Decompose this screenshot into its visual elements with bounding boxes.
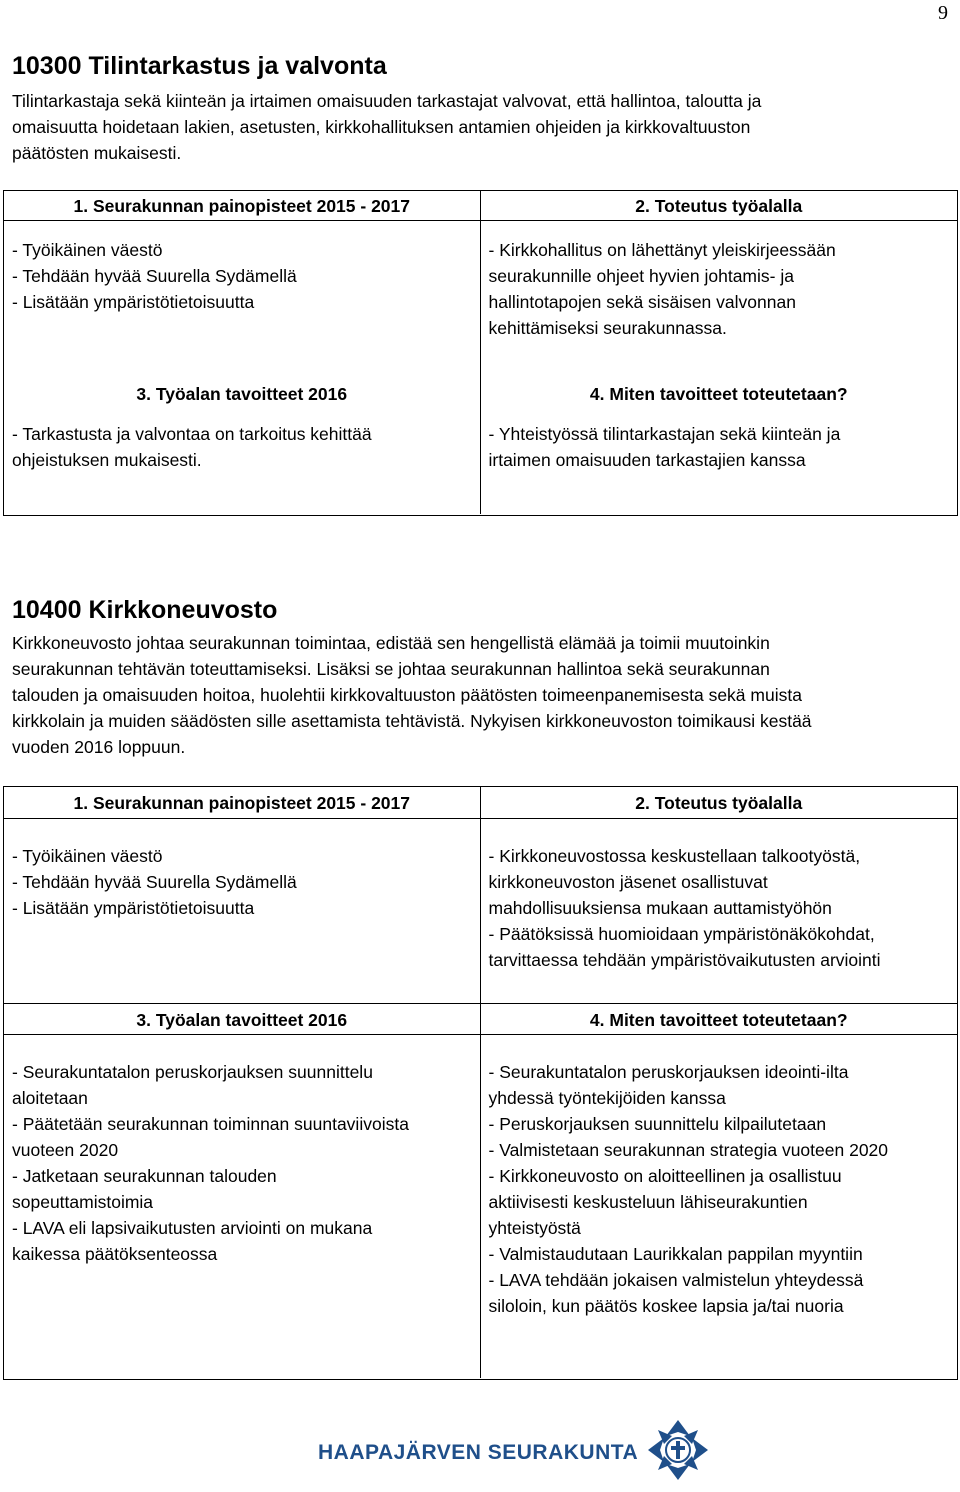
- list-item: yhdessä työntekijöiden kanssa: [488, 1088, 726, 1108]
- intro-line: talouden ja omaisuuden hoitoa, huolehtii kirkkovaltuuston päätösten toimeenpanemisesta sekä muista: [12, 685, 802, 705]
- intro-line: kirkkolain ja muiden säädösten sille asettamista tehtävistä. Nykyisen kirkkoneuvoston toimikausi kestää: [12, 711, 812, 731]
- list-item: - Kirkkohallitus on lähettänyt yleiskirjeessään: [488, 240, 836, 260]
- list-item: - Valmistetaan seurakunnan strategia vuoteen 2020: [488, 1140, 889, 1160]
- list-item: sopeuttamistoimia: [12, 1192, 154, 1212]
- header-tavoitteet: 3. Työalan tavoitteet 2016: [4, 379, 481, 409]
- list-item: ohjeistuksen mukaisesti.: [12, 450, 202, 470]
- list-item: - LAVA eli lapsivaikutusten arviointi on mukana: [12, 1218, 373, 1238]
- section-intro-tilintarkastus: [12, 88, 761, 166]
- section-title-tilintarkastus: 10300 Tilintarkastus ja valvonta: [12, 52, 387, 80]
- list-item: - Kirkkoneuvosto on aloitteellinen ja osallistuu: [488, 1166, 842, 1186]
- list-item: aktiivisesti keskusteluun lähiseurakuntien: [488, 1192, 808, 1212]
- header-miten: 4. Miten tavoitteet toteutetaan?: [589, 384, 848, 404]
- list-item: - Kirkkoneuvostossa keskustellaan talkootyöstä,: [488, 846, 861, 866]
- logo-text: HAAPAJÄRVEN SEURAKUNTA: [318, 1440, 639, 1464]
- intro-line: Tilintarkastaja sekä kiinteän ja irtaimen omaisuuden tarkastajat valvovat, että hallintoa, taloutta ja: [12, 91, 762, 111]
- church-cross-emblem-icon: [646, 1418, 710, 1487]
- header-miten: 4. Miten tavoitteet toteutetaan?: [589, 1010, 848, 1030]
- table-kirkkoneuvosto: [3, 786, 958, 1380]
- table-header-row: [4, 787, 957, 819]
- cell-painopisteet: [4, 221, 481, 379]
- table-tilintarkastus: [3, 190, 958, 516]
- list-item: - Päätetään seurakunnan toiminnan suuntaviivoista: [12, 1114, 409, 1134]
- cell-miten: [481, 409, 958, 514]
- cell-tavoitteet: [4, 409, 481, 514]
- intro-line: päätösten mukaisesti.: [12, 143, 182, 163]
- list-item: yhteistyöstä: [488, 1218, 581, 1238]
- table-body-row: [4, 1035, 957, 1378]
- list-item: - Työikäinen väestö: [12, 846, 163, 866]
- footer-logo: [318, 1418, 710, 1487]
- table-body-row: [4, 221, 957, 379]
- intro-line: omaisuutta hoidetaan lakien, asetusten, kirkkohallituksen antamien ohjeiden ja kirkkovaltuuston: [12, 117, 751, 137]
- list-item: - Peruskorjauksen suunnittelu kilpailutetaan: [488, 1114, 827, 1134]
- section-intro-kirkkoneuvosto: [12, 630, 812, 760]
- intro-line: seurakunnan tehtävän toteuttamiseksi. Lisäksi se johtaa seurakunnan hallintoa sekä seurakunnan: [12, 659, 770, 679]
- list-item: seurakunnille ohjeet hyvien johtamis- ja: [488, 266, 794, 286]
- list-item: - LAVA tehdään jokaisen valmistelun yhteydessä: [488, 1270, 864, 1290]
- page-number: 9: [938, 2, 948, 24]
- list-item: mahdollisuuksiensa mukaan auttamistyöhön: [488, 898, 832, 918]
- header-tavoitteet: 3. Työalan tavoitteet 2016: [4, 1004, 481, 1034]
- header-toteutus: 2. Toteutus työalalla: [635, 793, 803, 813]
- cell-toteutus: [481, 819, 958, 1003]
- table-header-row: [4, 1003, 957, 1035]
- list-item: irtaimen omaisuuden tarkastajien kanssa: [488, 450, 806, 470]
- list-item: kaikessa päätöksenteossa: [12, 1244, 218, 1264]
- list-item: tarvittaessa tehdään ympäristövaikutusten arviointi: [488, 950, 881, 970]
- list-item: - Lisätään ympäristötietoisuutta: [12, 898, 255, 918]
- list-item: kehittämiseksi seurakunnassa.: [488, 318, 727, 338]
- list-item: - Tehdään hyvää Suurella Sydämellä: [12, 266, 297, 286]
- list-item: - Työikäinen väestö: [12, 240, 163, 260]
- list-item: - Jatketaan seurakunnan talouden: [12, 1166, 277, 1186]
- cell-painopisteet: [4, 819, 481, 1003]
- list-item: - Lisätään ympäristötietoisuutta: [12, 292, 255, 312]
- table-body-row: [4, 409, 957, 514]
- section-title-kirkkoneuvosto: 10400 Kirkkoneuvosto: [12, 596, 278, 624]
- table-header-row: [4, 379, 957, 409]
- header-painopisteet: 1. Seurakunnan painopisteet 2015 - 2017: [4, 787, 481, 818]
- list-item: hallintotapojen sekä sisäisen valvonnan: [488, 292, 796, 312]
- list-item: - Yhteistyössä tilintarkastajan sekä kiinteän ja: [488, 424, 841, 444]
- list-item: aloitetaan: [12, 1088, 88, 1108]
- list-item: siloloin, kun päätös koskee lapsia ja/tai nuoria: [488, 1296, 844, 1316]
- intro-line: vuoden 2016 loppuun.: [12, 737, 186, 757]
- list-item: - Valmistaudutaan Laurikkalan pappilan myyntiin: [488, 1244, 863, 1264]
- cell-tavoitteet: [4, 1035, 481, 1378]
- header-painopisteet: 1. Seurakunnan painopisteet 2015 - 2017: [4, 191, 481, 220]
- list-item: - Tehdään hyvää Suurella Sydämellä: [12, 872, 297, 892]
- table-body-row: [4, 819, 957, 1003]
- list-item: kirkkoneuvoston jäsenet osallistuvat: [488, 872, 768, 892]
- cell-miten: [481, 1035, 958, 1378]
- list-item: - Seurakuntatalon peruskorjauksen suunnittelu: [12, 1062, 373, 1082]
- cell-toteutus: [481, 221, 958, 379]
- intro-line: Kirkkoneuvosto johtaa seurakunnan toimintaa, edistää sen hengellistä elämää ja toimii muutoinkin: [12, 633, 770, 653]
- table-header-row: [4, 191, 957, 221]
- list-item: vuoteen 2020: [12, 1140, 119, 1160]
- header-toteutus: 2. Toteutus työalalla: [635, 196, 803, 216]
- list-item: - Tarkastusta ja valvontaa on tarkoitus kehittää: [12, 424, 372, 444]
- list-item: - Seurakuntatalon peruskorjauksen ideointi-ilta: [488, 1062, 849, 1082]
- list-item: - Päätöksissä huomioidaan ympäristönäkökohdat,: [488, 924, 875, 944]
